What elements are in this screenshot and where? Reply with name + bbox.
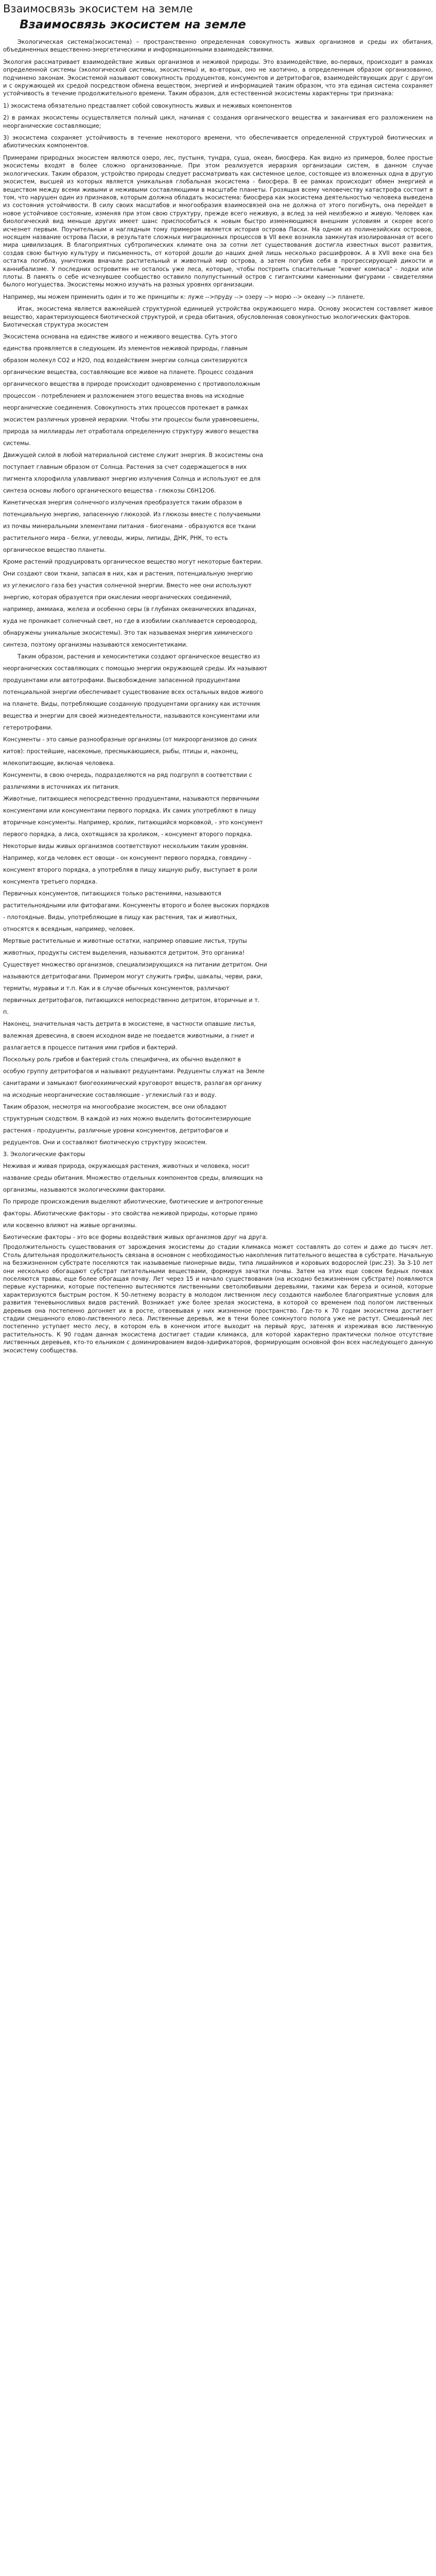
paragraph: 3) экосистема сохраняет устойчивость в течение некоторого времени, что обеспечивается определенной структурой биотических и абиотических компонентов.	[3, 134, 433, 149]
text-line: органическое вещество планеты.	[3, 547, 106, 554]
text-line: Таким образом, растения и хемосинтетики создают органическое вещество из	[18, 653, 260, 660]
text-line: потенциальной энергии обеспечивает существование всех остальных видов живого	[3, 689, 264, 696]
text-line: организмы, называются экологическими факторами.	[3, 1187, 166, 1194]
text-line: первичных детритофагов, питающихся непосредственно детритом, вторичные и т.	[3, 997, 260, 1004]
text-line: Поскольку роль грибов и бактерий столь специфична, их обычно выделяют в	[3, 1056, 241, 1063]
text-line: образом молекул СО2 и Н2О, под воздействием энергии солнца синтезируются	[3, 357, 248, 364]
text-line: название среды обитания. Множество отдельных компонентов среды, влияющих на	[3, 1175, 263, 1182]
paragraph: Экологическая система(экосистема) – пространственно определенная совокупность живых организмов и среды их обитания, объединенных вещественно-энергетическими и информационными взаимодействиями.	[3, 39, 433, 54]
text-line: на исходные неорганические составляющие - углекислый газ и воду.	[3, 1092, 217, 1099]
text-line: китов): простейшие, насекомые, пресмыкающиеся, рыбы, птицы и, наконец,	[3, 748, 239, 755]
text-line: вторичные консументы. Например, кролик, питающийся морковкой, - это консумент	[3, 819, 263, 826]
final-paragraph: Продолжительность существования от зарождения экосистемы до стадии климакса может составлять до сотен и даже до тысяч лет. Столь длительная продолжительность связана в основном с необходимостью накопления питательного вещества в субстрате. Начальную на безжизненном субстрате поселяются так называемые пионерные виды, типа лишайников и коровьих водорослей (рис.23). За 3-10 лет они несколько обогащают субстрат питательными веществами, формируя зачатки почвы. Затем на этих еще совсем бедных почвах поселяются травы, еще более обогащая почву. Лет через 15 и начало существования (на исходно безжизненном субстрате) появляются первые кустарники, которые постепенно вытесняются лиственными светолюбивыми деревьями, такими как береза и осиной, которые характеризуются быстрым ростом. К 50-летнему возрасту в молодом лиственном лесу создаются наиболее благоприятные условия для развития теневыносливых видов растений. Возникает уже более зрелая экосистема, в которой со временем под пологом лиственных деревьев она постепенно догоняет их в росте, отвоевывая у них жизненное пространство. Где-то к 70 годам экосистема достигает стадии смешанного елово-лиственного леса. Лиственные деревья, же в тени более сомкнутого полога уже не растут. Смешанный лес постепенно уступает место лесу, в котором ель в конечном итоге выходит на первый ярус, затеняя и изреживая всю лиственную растительность. К 90 годам данная экосистема достигает стадии климакса, для которой характерно практически полное отсутствие лиственных деревьев, кто-то ельником с доминированием видов-эдификаторов, формирующим основной фон всех наследующего данную экосистему сообщества.	[3, 1244, 433, 1354]
page-heading: Взаимосвязь экосистем на земле	[3, 3, 193, 15]
text-line: валежная древесина, в своем исходном виде не поедается животными, а гниет и	[3, 1032, 254, 1040]
text-line: экосистем различных уровней иерархии. Чтобы эти процессы были уравновешены,	[3, 416, 259, 423]
text-line: Кроме растений продуцировать органическое вещество могут некоторые бактерии.	[3, 558, 263, 566]
closing-section	[3, 1243, 433, 1354]
text-line: неорганические соединения. Совокупность этих процессов протекает в рамках	[3, 404, 249, 412]
article-title: Взаимосвязь экосистем на земле	[20, 18, 246, 31]
paragraph: 1) экосистема обязательно представляет собой совокупность живых и неживых компонентов	[3, 102, 292, 109]
text-line: Кинетическая энергия солнечного излучения преобразуется таким образом в	[3, 499, 242, 506]
text-line: синтеза, поэтому организмы называются хемосинтетиками.	[3, 641, 188, 649]
paragraph: Примерами природных экосистем являются озеро, лес, пустыня, тундра, суша, океан, биосфера. Как видно из примеров, более простые экосистемы входят в более сложно организованные. При этом реализуется иерархия организации систем, в данном случае экологических. Таким образом, устройство природы следует рассматривать как системное целое, состоящее из вложенных одна в другую экосистем, высшей из которых является уникальная глобальная экосистема - биосфера. В ее рамках происходит обмен энергией и веществом между всеми живыми и неживыми составляющими в масштабе планеты. Грозящая всему человечеству катастрофа состоит в том, что нарушен один из признаков, которым должна обладать экосистема: биосфера как экосистема деятельностью человека выведена из состояния устойчивости. В силу своих масштабов и многообразия взаимосвязей она не должна от этого погибнуть, она перейдет в новое устойчивое состояние, изменяя при этом свою структуру, прежде всего неживую, а вслед за ней неизбежно и живую. Человек как биологический вид меньше других имеет шанс приспособиться к новым быстро изменяющимся внешним условиям и скорее всего исчезнет первым. Поучительным и наглядным тому примером является история острова Пасхи. На одном из полинезийских островов, носящем название острова Пасхи, в результате сложных миграционных процессов в VII веке возникла замкнутая изолированная от всего мира цивилизация. В благоприятных субтропических климате она за сотни лет существования достигла известных высот развития, создав свою бытную культуру и письменность, от которой дошли до наших дней лишь несколько расшифровок. А в XVII веке она без остатка погибла, уничтожив вначале растительный и животный мир острова, а затем погубив себя в прогрессирующей дикости и каннибализме. У последних островитян не осталось уже леса, которые, чтобы построить спасительные "ковчег компаса" - лодки или плоты. В память о себе исчезнувшее сообщество оставило полупустынный остров с гигантскими каменными фигурами - свидетелями былого могущества. Экосистемы можно изучать на разных уровнях организации.	[3, 154, 433, 289]
text-line: называются детритофагами. Примером могут служить грифы, шакалы, черви, раки,	[3, 973, 263, 980]
text-line: факторы. Абиотические факторы - это свойства неживой природы, которые прямо	[3, 1210, 258, 1217]
text-line: куда не проникает солнечный свет, но где в изобилии скапливается сероводород,	[3, 618, 257, 625]
text-line: Например, когда человек ест овощи - он консумент первого порядка, говядину -	[3, 855, 251, 862]
paragraph: 2) в рамках экосистемы осуществляется полный цикл, начиная с создания органического вещества и заканчивая его разложением на неорганические составляющие;	[3, 114, 433, 129]
text-line: Первичных консументов, питающихся только растениями, называются	[3, 890, 221, 897]
text-line: термиты, муравьи и т.п. Как и в случае обычных консументов, различают	[3, 985, 230, 992]
text-line: Консументы - это самые разнообразные организмы (от микроорганизмов до синих	[3, 736, 257, 743]
text-line: синтеза основы любого органического вещества - глюкозы С6Н12О6.	[3, 487, 216, 495]
text-line: консумента третьего порядка.	[3, 878, 97, 886]
text-line: органические вещества, составляющие все живое на планете. Процесс создания	[3, 369, 253, 376]
text-line: Они создают свои ткани, запасая в них, как и растения, потенциальную энергию	[3, 570, 253, 578]
text-line: По природе происхождения выделяют абиотические, биотические и антропогенные	[3, 1198, 263, 1206]
text-line: Существует множество организмов, специализирующихся на питании детритом. Они	[3, 961, 267, 969]
text-line: особую группу детритофагов и называют редуцентами. Редуценты служат на Земле	[3, 1068, 265, 1075]
text-line: растительноядными или фитофагами. Консументы второго и более высоких порядков	[3, 902, 269, 909]
text-line: относятся к всеядным, например, человек.	[3, 926, 135, 933]
text-line: растительного мира - белки, углеводы, жиры, липиды, ДНК, РНК, то есть	[3, 535, 228, 542]
text-line: например, аммиака, железа и особенно серы (в глубинах океанических впадинах,	[3, 606, 256, 613]
text-line: Экосистема основана на единстве живого и неживого вещества. Суть этого	[3, 333, 237, 341]
text-line: млекопитающие, включая человека.	[3, 760, 115, 767]
text-line: поступает главным образом от Солнца. Растения за счет содержащегося в них	[3, 464, 247, 471]
text-line: Биотические факторы - это все формы воздействия живых организмов друг на друга.	[3, 1234, 268, 1241]
text-line: из углекислого газа без участия солнечной энергии. Вместо нее они используют	[3, 582, 252, 589]
text-line: обнаружены уникальные экосистемы). Это так называемая энергия химического	[3, 630, 253, 637]
text-line: энергию, которая образуется при окислении неорганических соединений,	[3, 594, 232, 601]
text-line: неорганических составляющих с помощью энергии окружающей среды. Их называют	[3, 665, 267, 672]
text-line: органического вещества в природе происходит одновременно с противоположным	[3, 381, 260, 388]
text-line: Таким образом, несмотря на многообразие экосистем, все они обладают	[3, 1104, 227, 1111]
text-line: процессом - потреблением и разложением этого вещества вновь на исходные	[3, 393, 244, 400]
paragraph: Например, мы можем применить один и то же принципы к: луже -->пруду --> озеру --> морю --> океану --> планете.	[3, 293, 365, 300]
text-line: консументами или консументами первого порядка. Их самих употребляют в пищу	[3, 807, 256, 815]
text-line: первого порядка, а лиса, охотящаяся за кроликом, - консумент второго порядка.	[3, 831, 253, 838]
text-line: Неживая и живая природа, окружающая растения, животных и человека, носит	[3, 1163, 250, 1170]
text-line: Животные, питающиеся непосредственно продуцентами, называются первичными	[3, 795, 259, 803]
text-line: продуцентами или автотрофами. Высвобождение запасенной продуцентами	[3, 677, 240, 684]
intro-section	[3, 38, 433, 301]
text-line: разлагается в процессе питания ими грибов и бактерий.	[3, 1044, 178, 1052]
text-line: или косвенно влияют на живые организмы.	[3, 1222, 137, 1229]
text-line: из почвы минеральными элементами питания - биогенами - образуются все ткани	[3, 523, 256, 530]
text-line: гетеротрофами.	[3, 724, 53, 732]
text-line: на планете. Виды, потребляющие созданную продуцентами органику как источник	[3, 701, 261, 708]
text-line: Консументы, в свою очередь, подразделяются на ряд подгрупп в соответствии с	[3, 772, 252, 779]
text-line: Наконец, значительная часть детрита в экосистеме, в частности опавшие листья,	[3, 1021, 256, 1028]
text-line: природа за миллиарды лет отработала определенную структуру живого вещества	[3, 428, 259, 435]
text-line: Некоторые виды живых организмов соответствуют нескольким таким уровням.	[3, 843, 249, 850]
text-line: Мертвые растительные и животные остатки, например опавшие листья, трупы	[3, 938, 247, 945]
text-line: санитарами и замыкают биогеохимический круговорот веществ, разлагая органику	[3, 1080, 262, 1087]
text-line: редуцентов. Они и составляют биотическую структуру экосистем.	[3, 1139, 207, 1146]
text-line: - плотоядные. Виды, употребляющие в пищу как растения, так и животных,	[3, 914, 237, 921]
text-line: п.	[3, 1009, 9, 1016]
text-line: единства проявляется в следующем. Из элементов неживой природы, главным	[3, 345, 248, 352]
body-section	[3, 305, 433, 1243]
text-line: консумент второго порядка, а употребляя в пищу хищную рыбу, выступает в роли	[3, 867, 257, 874]
text-line: структурным сходством. В каждой из них можно выделить фотосинтезирующие	[3, 1115, 251, 1123]
text-line: Итак, экосистема является важнейшей структурной единицей устройства окружающего мира. Основу экосистем составляет живое вещество, характеризующееся биотической структурой, и среда обитания, обусловленная совокупностью экологических факторов.	[3, 306, 433, 320]
paragraph: Экология рассматривает взаимодействие живых организмов и неживой природы. Это взаимодействие, во-первых, происходит в рамках определенной системы (экологической системы, экосистемы) и, во-вторых, оно не хаотично, а определенным образом организованно, подчинено законам. Экосистемой называют совокупность продуцентов, консументов и детритофагов, взаимодействующих друг с другом и с окружающей их средой посредством обмена веществом, энергией и информацией таким образом, что эта единая система сохраняет устойчивость в течение продолжительного времени. Таким образом, для естественной экосистемы характерны три признака:	[3, 58, 433, 97]
text-line: Движущей силой в любой материальной системе служит энергия. В экосистемы она	[3, 452, 264, 459]
text-line: Биотическая структура экосистем	[3, 321, 109, 328]
text-line: вещества и энергии для своей жизнедеятельности, называются консументами или	[3, 713, 259, 720]
text-line: системы.	[3, 440, 31, 447]
text-line: растения - продуценты, различные уровни консументов, детритофагов и	[3, 1127, 229, 1134]
text-line: различиями в источниках их питания.	[3, 784, 120, 791]
text-line: пигмента хлорофилла улавливают энергию излучения Солнца и используют ее для	[3, 476, 260, 483]
text-line: 3. Экологические факторы	[3, 1151, 85, 1158]
text-line: животных, продукты систем выделения, называются детритом. Это органика!	[3, 950, 245, 957]
text-line: потенциальную энергию, запасенную глюкозой. Из глюкозы вместе с получаемыми	[3, 511, 261, 518]
